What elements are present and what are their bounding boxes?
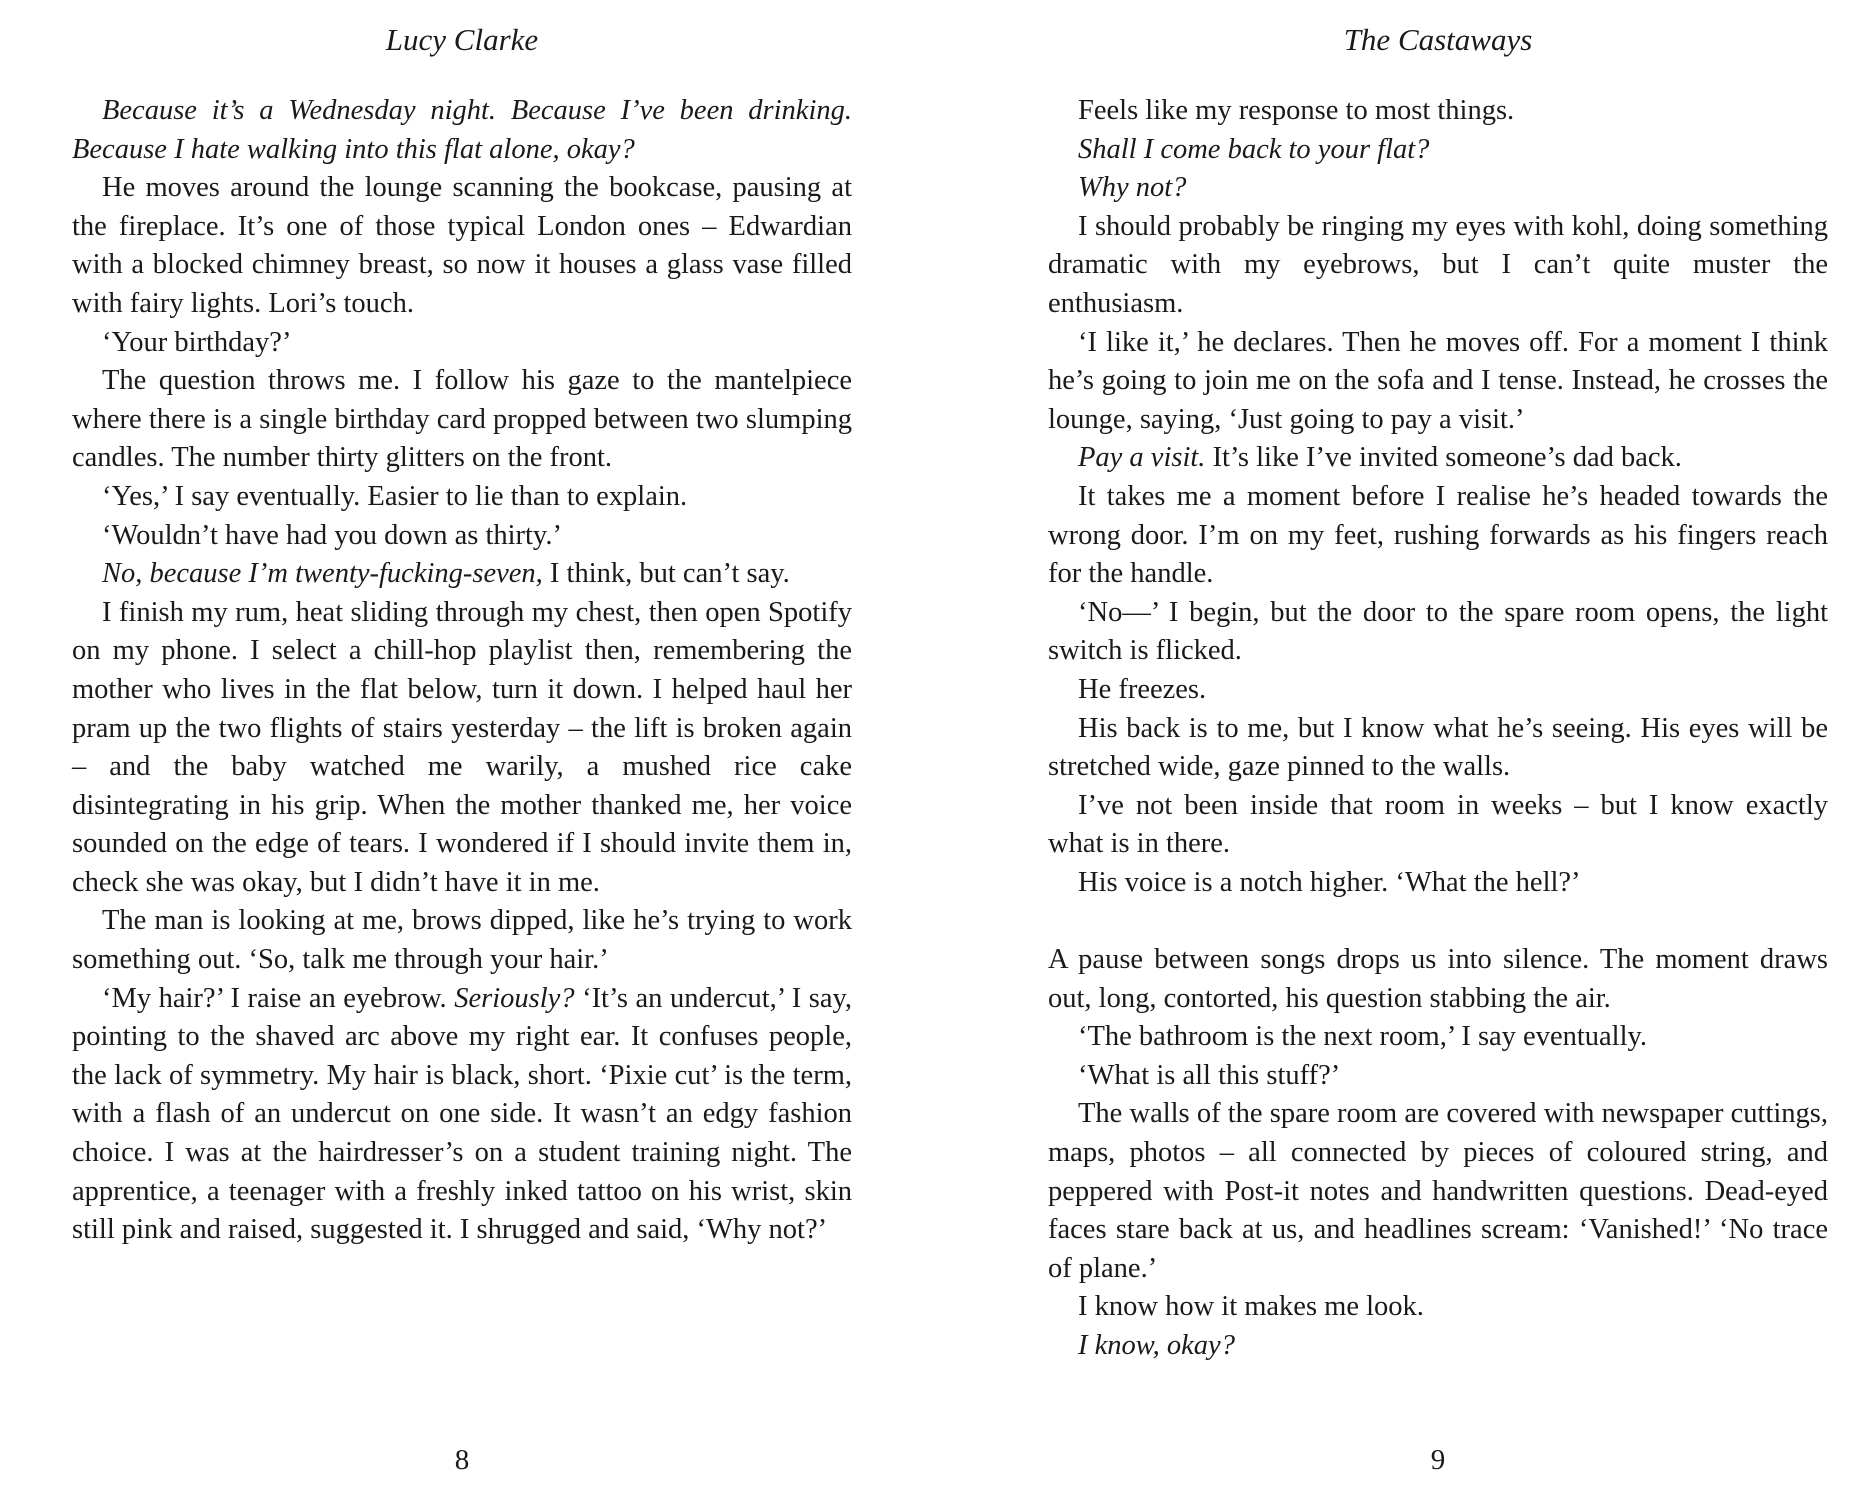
italic-text: Because it’s a Wednesday night. Because I’ve been drinking. Because I hate walking into this flat alone, okay? — [72, 95, 852, 165]
paragraph — [72, 92, 852, 169]
text-run: Feels like my response to most things. — [1078, 95, 1515, 126]
paragraph — [1048, 787, 1828, 864]
text-run: ‘No—’ I begin, but the door to the spare room opens, the light switch is flicked. — [1048, 596, 1828, 667]
paragraph — [1048, 941, 1828, 1018]
text-run: It’s like I’ve invited someone’s dad back. — [1205, 442, 1682, 474]
paragraph — [1048, 478, 1828, 594]
paragraph — [72, 555, 852, 594]
text-run: He freezes. — [1078, 673, 1207, 705]
text-run: His back is to me, but I know what he’s seeing. His eyes will be stretched wide, gaze pinned to the walls. — [1048, 712, 1828, 783]
italic-text: Seriously? — [454, 982, 575, 1014]
paragraph — [1048, 92, 1828, 131]
paragraph — [1048, 208, 1828, 324]
running-head-title: The Castaways — [1343, 22, 1533, 57]
text-run: He moves around the lounge scanning the bookcase, pausing at the fireplace. It’s one of those typical London ones – Edwardian with a blocked chimney breast, so now it houses a glass vase filled with fairy lights. Lori’s touch. — [72, 172, 852, 319]
text-run: I should probably be ringing my eyes with kohl, doing something dramatic with my eyebrows, but I can’t quite muster the enthusiasm. — [1048, 210, 1828, 319]
paragraph — [1048, 671, 1828, 710]
paragraph — [1048, 1018, 1828, 1057]
text-run: The man is looking at me, brows dipped, like he’s trying to work something out. ‘So, talk me through your hair.’ — [72, 905, 852, 976]
paragraph — [1048, 710, 1828, 787]
paragraph — [1048, 439, 1828, 478]
paragraph — [72, 980, 852, 1250]
paragraph — [1048, 1288, 1828, 1327]
text-run: ‘Yes,’ I say eventually. Easier to lie than to explain. — [102, 480, 688, 512]
text-run: ‘Wouldn’t have had you down as thirty.’ — [102, 519, 562, 551]
italic-text: Shall I come back to your flat? — [1078, 133, 1430, 165]
paragraph — [1048, 1057, 1828, 1096]
paragraph — [1048, 131, 1828, 170]
text-run: I’ve not been inside that room in weeks – but I know exactly what is in there. — [1048, 789, 1828, 860]
text-run: ‘Your birthday?’ — [102, 326, 292, 358]
text-run: ‘The bathroom is the next room,’ I say eventually. — [1078, 1021, 1648, 1053]
italic-text: No, because I’m twenty-fucking-seven, — [102, 558, 543, 590]
left-page — [72, 0, 852, 1495]
paragraph — [1048, 864, 1828, 903]
page-number: 8 — [454, 1444, 470, 1476]
text-run: I know how it makes me look. — [1078, 1291, 1424, 1323]
paragraph — [1048, 169, 1828, 208]
paragraph — [72, 902, 852, 979]
text-run: The walls of the spare room are covered with newspaper cuttings, maps, photos – all connected by pieces of coloured string, and peppered with Post-it notes and handwritten questions. Dead-eyed faces stare back at us, and headlines scream: ‘Vanished!’ ‘No trace of plane.’ — [1048, 1098, 1828, 1284]
text-run: ‘What is all this stuff?’ — [1078, 1059, 1341, 1091]
paragraph — [72, 594, 852, 903]
paragraph — [72, 324, 852, 363]
text-run: ‘I like it,’ he declares. Then he moves off. For a moment I think he’s going to join me on the sofa and I tense. Instead, he crosses the lounge, saying, ‘Just going to pay a visit.’ — [1048, 326, 1828, 435]
right-page — [1048, 0, 1828, 1495]
paragraph — [1048, 1095, 1828, 1288]
right-page-body — [1048, 92, 1828, 1366]
text-run: I think, but can’t say. — [542, 558, 790, 590]
paragraph — [72, 517, 852, 556]
text-run: ‘It’s an undercut,’ I say, pointing to the shaved arc above my right ear. It confuses people, the lack of symmetry. My hair is black, short. ‘Pixie cut’ is the term, with a flash of an undercut on one side. It wasn’t an edgy fashion choice. I was at the hairdresser’s on a student training night. The apprentice, a teenager with a freshly inked tattoo on his wrist, skin still pink and raised, suggested it. I shrugged and said, ‘Why not?’ — [72, 982, 852, 1246]
italic-text: Pay a visit. — [1078, 442, 1206, 474]
text-run: It takes me a moment before I realise he’s headed towards the wrong door. I’m on my feet, rushing forwards as his fingers reach for the handle. — [1048, 480, 1828, 590]
text-run: His voice is a notch higher. ‘What the hell?’ — [1078, 866, 1581, 898]
running-head-author: Lucy Clarke — [385, 22, 539, 57]
italic-text: I know, okay? — [1078, 1330, 1235, 1361]
paragraph — [1048, 1327, 1828, 1366]
paragraph — [72, 478, 852, 517]
text-run: ‘My hair?’ I raise an eyebrow. — [102, 982, 455, 1014]
text-run: I finish my rum, heat sliding through my chest, then open Spotify on my phone. I select a chill-hop playlist then, remembering the mother who lives in the flat below, turn it down. I helped haul her pram up the two flights of stairs yesterday – the lift is broken again – and the baby watched me warily, a mushed rice cake disintegrating in his grip. When the mother thanked me, her voice sounded on the edge of tears. I wondered if I should invite them in, check she was okay, but I didn’t have it in me. — [72, 596, 852, 898]
paragraph — [72, 169, 852, 323]
paragraph — [1048, 324, 1828, 440]
paragraph — [1048, 594, 1828, 671]
left-page-body — [72, 92, 852, 1250]
text-run: A pause between songs drops us into silence. The moment draws out, long, contorted, his question stabbing the air. — [1048, 944, 1828, 1014]
page-number: 9 — [1430, 1444, 1446, 1476]
paragraph — [72, 362, 852, 478]
text-run: The question throws me. I follow his gaze to the mantelpiece where there is a single birthday card propped between two slumping candles. The number thirty glitters on the front. — [72, 365, 852, 474]
italic-text: Why not? — [1078, 172, 1187, 204]
